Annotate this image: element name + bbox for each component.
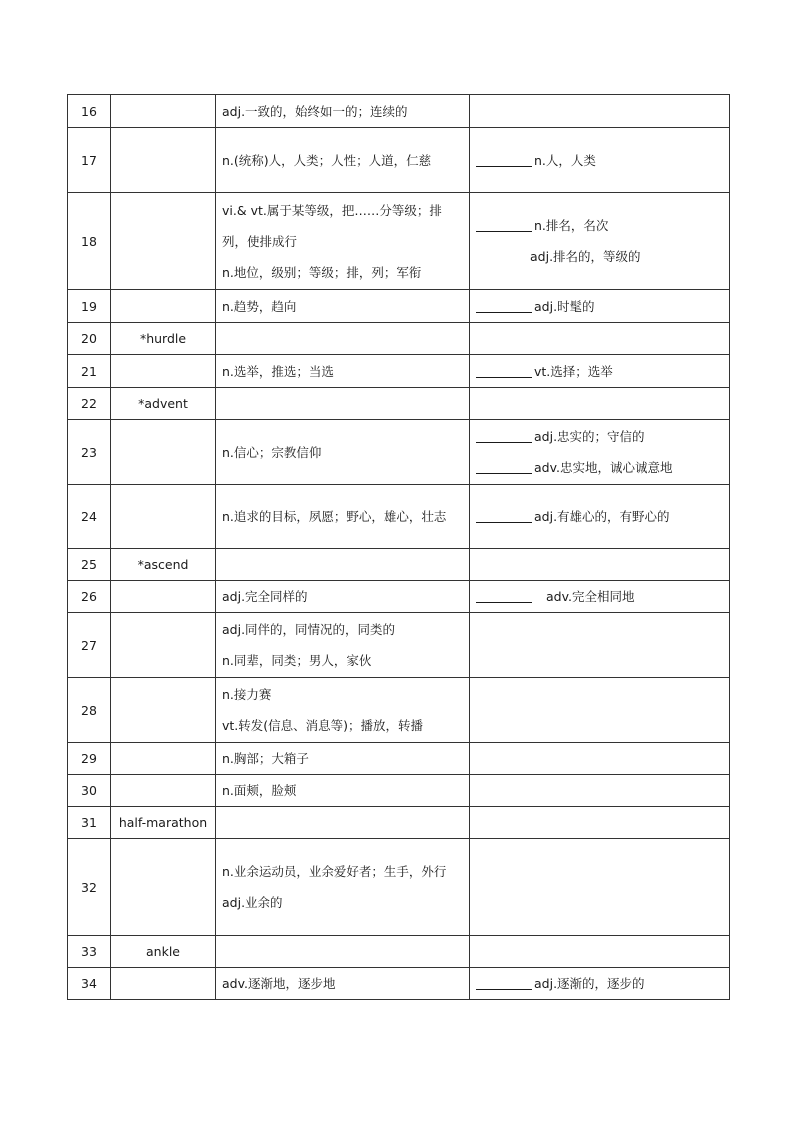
row-number: 24 bbox=[68, 485, 111, 549]
derived-cell bbox=[470, 775, 730, 807]
meaning-cell: n.信心；宗教信仰 bbox=[216, 420, 470, 485]
table-row bbox=[68, 807, 730, 839]
row-number: 16 bbox=[68, 95, 111, 128]
row-number: 28 bbox=[68, 678, 111, 743]
row-number: 33 bbox=[68, 936, 111, 968]
meaning-cell: adv.逐渐地，逐步地 bbox=[216, 968, 470, 1000]
table-row bbox=[68, 485, 730, 549]
word-cell bbox=[111, 128, 216, 193]
answer-blank[interactable] bbox=[476, 588, 532, 603]
row-number: 22 bbox=[68, 388, 111, 420]
table-row bbox=[68, 678, 730, 743]
row-number: 31 bbox=[68, 807, 111, 839]
row-number: 20 bbox=[68, 323, 111, 355]
table-row bbox=[68, 743, 730, 775]
table-row bbox=[68, 355, 730, 388]
row-number: 18 bbox=[68, 193, 111, 290]
derived-cell bbox=[470, 323, 730, 355]
table-row bbox=[68, 613, 730, 678]
row-number: 32 bbox=[68, 839, 111, 936]
meaning-cell: n.选举，推选；当选 bbox=[216, 355, 470, 388]
row-number: 19 bbox=[68, 290, 111, 323]
table-row bbox=[68, 95, 730, 128]
word-cell bbox=[111, 775, 216, 807]
word-cell: ankle bbox=[111, 936, 216, 968]
meaning-cell: n.趋势，趋向 bbox=[216, 290, 470, 323]
word-cell: *ascend bbox=[111, 549, 216, 581]
derived-cell bbox=[470, 936, 730, 968]
meaning-cell bbox=[216, 323, 470, 355]
word-cell bbox=[111, 290, 216, 323]
table-row bbox=[68, 839, 730, 936]
derived-cell: adj.有雄心的，有野心的 bbox=[470, 485, 730, 549]
word-cell bbox=[111, 968, 216, 1000]
derived-cell bbox=[470, 807, 730, 839]
word-cell bbox=[111, 613, 216, 678]
meaning-cell: n.(统称)人，人类；人性；人道，仁慈 bbox=[216, 128, 470, 193]
derived-cell: adj.时髦的 bbox=[470, 290, 730, 323]
word-cell: *hurdle bbox=[111, 323, 216, 355]
meaning-cell: n.追求的目标，夙愿；野心，雄心，壮志 bbox=[216, 485, 470, 549]
table-row bbox=[68, 323, 730, 355]
meaning-cell: vi.& vt.属于某等级，把……分等级；排列，使排成行 n.地位，级别；等级；排，列；军衔 bbox=[216, 193, 470, 290]
table-row bbox=[68, 549, 730, 581]
word-cell bbox=[111, 581, 216, 613]
meaning-cell: n.面颊，脸颊 bbox=[216, 775, 470, 807]
answer-blank[interactable] bbox=[476, 428, 532, 443]
derived-cell bbox=[470, 388, 730, 420]
word-cell bbox=[111, 485, 216, 549]
row-number: 27 bbox=[68, 613, 111, 678]
answer-blank[interactable] bbox=[476, 459, 532, 474]
row-number: 26 bbox=[68, 581, 111, 613]
table-row bbox=[68, 968, 730, 1000]
word-cell bbox=[111, 839, 216, 936]
table-row bbox=[68, 775, 730, 807]
word-cell bbox=[111, 95, 216, 128]
derived-cell: adv.完全相同地 bbox=[470, 581, 730, 613]
table-row bbox=[68, 193, 730, 290]
meaning-cell bbox=[216, 936, 470, 968]
row-number: 34 bbox=[68, 968, 111, 1000]
derived-cell: vt.选择；选举 bbox=[470, 355, 730, 388]
table-row bbox=[68, 388, 730, 420]
derived-cell bbox=[470, 549, 730, 581]
vocabulary-table bbox=[67, 94, 730, 1000]
meaning-cell bbox=[216, 807, 470, 839]
meaning-cell bbox=[216, 549, 470, 581]
derived-cell bbox=[470, 95, 730, 128]
word-cell: *advent bbox=[111, 388, 216, 420]
derived-cell: n.排名，名次 adj.排名的，等级的 bbox=[470, 193, 730, 290]
word-cell bbox=[111, 743, 216, 775]
table-row bbox=[68, 581, 730, 613]
table-row bbox=[68, 290, 730, 323]
row-number: 23 bbox=[68, 420, 111, 485]
row-number: 30 bbox=[68, 775, 111, 807]
meaning-cell: n.接力赛 vt.转发(信息、消息等)；播放，转播 bbox=[216, 678, 470, 743]
answer-blank[interactable] bbox=[476, 975, 532, 990]
table-row bbox=[68, 420, 730, 485]
derived-cell bbox=[470, 839, 730, 936]
meaning-cell: adj.同伴的，同情况的，同类的 n.同辈，同类；男人，家伙 bbox=[216, 613, 470, 678]
word-cell bbox=[111, 193, 216, 290]
table-row bbox=[68, 128, 730, 193]
meaning-cell: adj.一致的，始终如一的；连续的 bbox=[216, 95, 470, 128]
meaning-cell: n.业余运动员，业余爱好者；生手，外行 adj.业余的 bbox=[216, 839, 470, 936]
table-row bbox=[68, 936, 730, 968]
word-cell bbox=[111, 420, 216, 485]
row-number: 29 bbox=[68, 743, 111, 775]
answer-blank[interactable] bbox=[476, 363, 532, 378]
derived-cell bbox=[470, 678, 730, 743]
derived-cell: adj.忠实的；守信的 adv.忠实地，诚心诚意地 bbox=[470, 420, 730, 485]
word-cell: half-marathon bbox=[111, 807, 216, 839]
meaning-cell: n.胸部；大箱子 bbox=[216, 743, 470, 775]
answer-blank[interactable] bbox=[476, 508, 532, 523]
meaning-cell bbox=[216, 388, 470, 420]
derived-cell bbox=[470, 613, 730, 678]
derived-cell: n.人，人类 bbox=[470, 128, 730, 193]
derived-cell: adj.逐渐的，逐步的 bbox=[470, 968, 730, 1000]
word-cell bbox=[111, 355, 216, 388]
row-number: 25 bbox=[68, 549, 111, 581]
meaning-cell: adj.完全同样的 bbox=[216, 581, 470, 613]
row-number: 17 bbox=[68, 128, 111, 193]
word-cell bbox=[111, 678, 216, 743]
answer-blank[interactable] bbox=[476, 152, 532, 167]
row-number: 21 bbox=[68, 355, 111, 388]
answer-blank[interactable] bbox=[476, 298, 532, 313]
derived-cell bbox=[470, 743, 730, 775]
answer-blank[interactable] bbox=[476, 217, 532, 232]
